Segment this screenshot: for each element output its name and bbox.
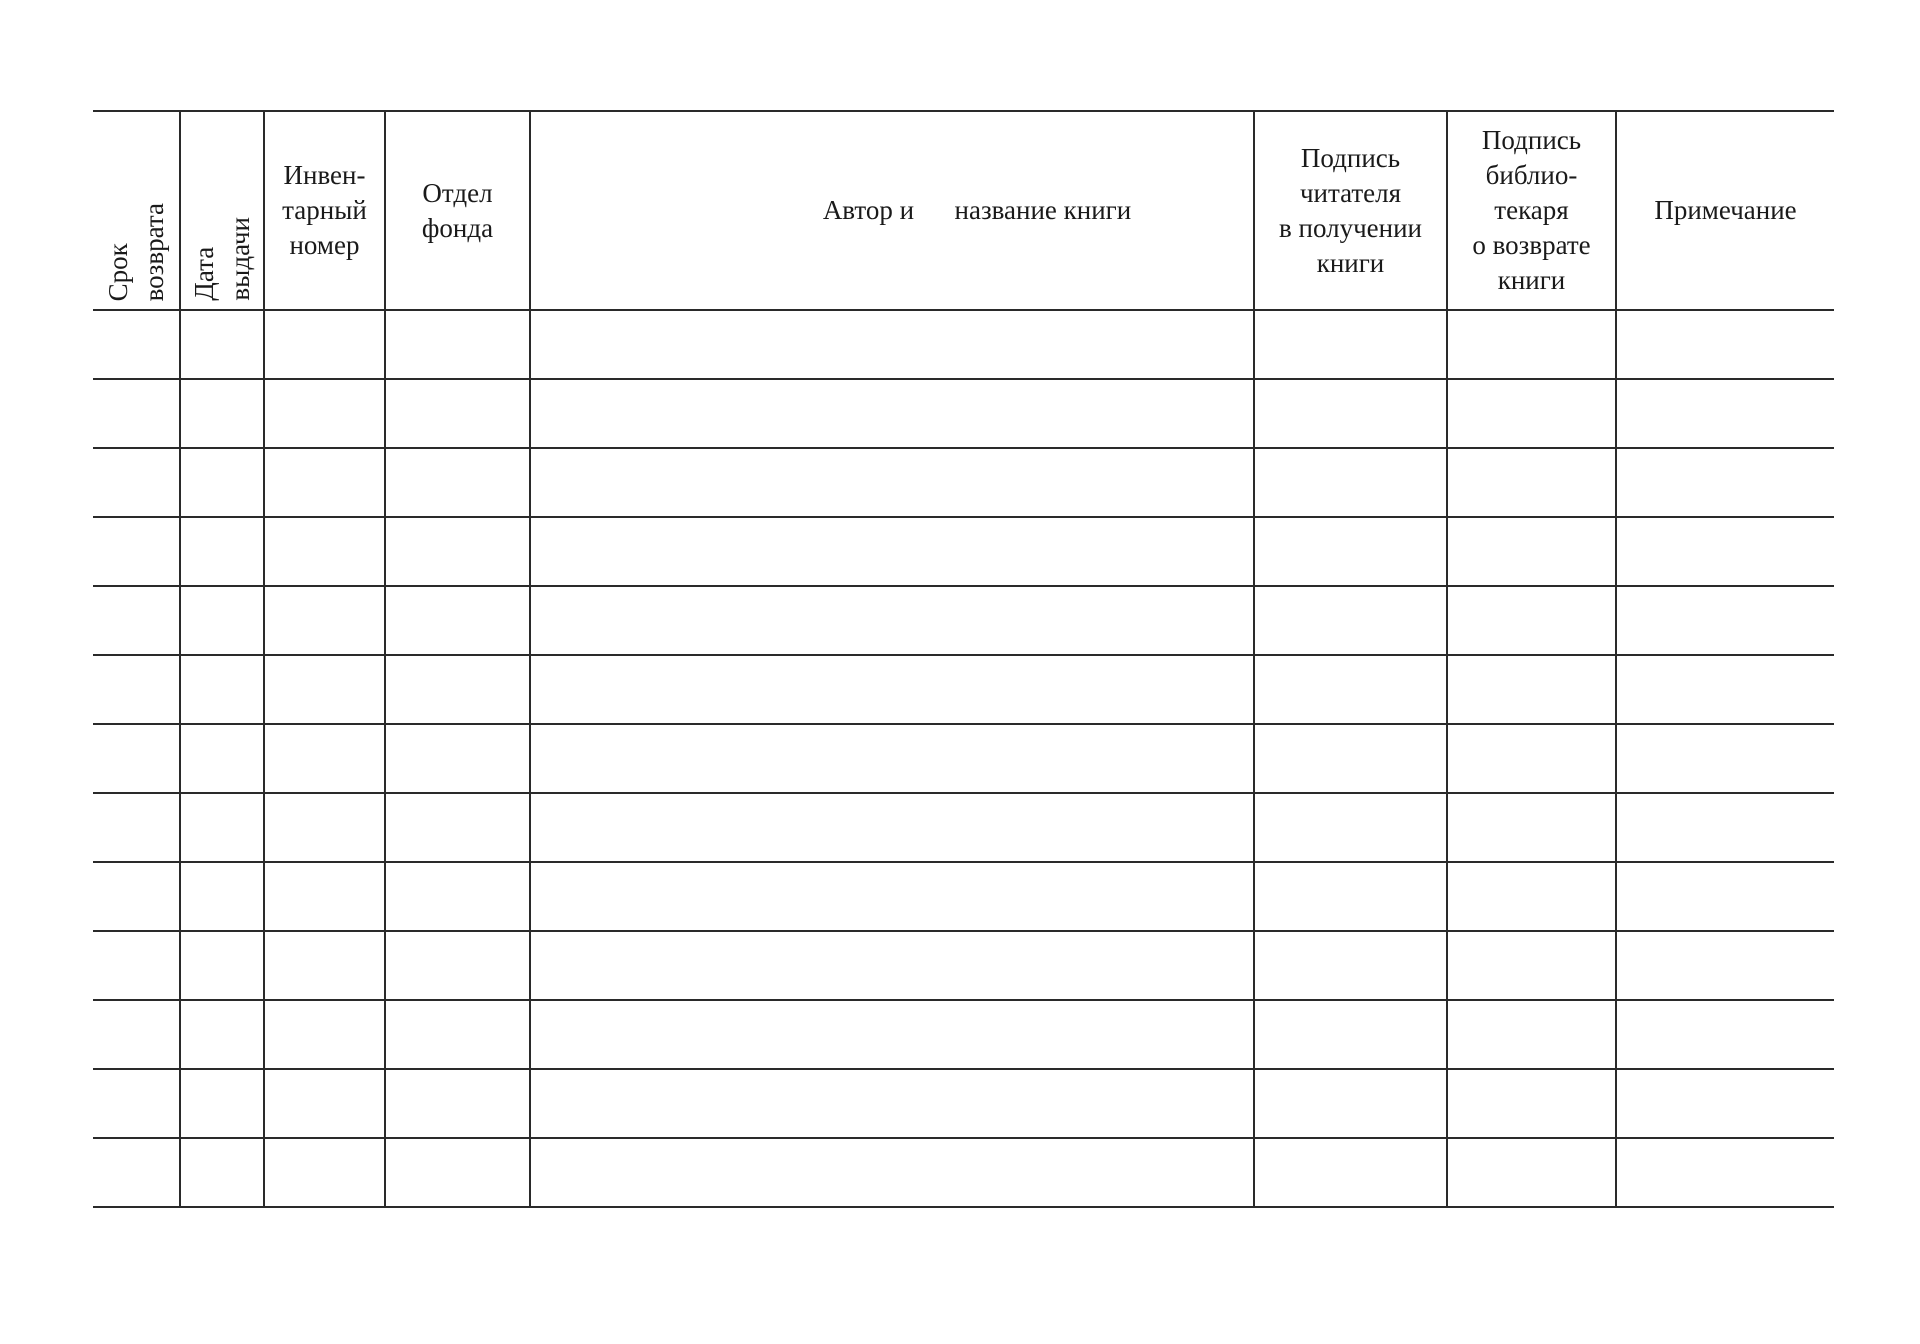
- cell-return-date[interactable]: [93, 517, 180, 586]
- cell-inventory-number[interactable]: [264, 724, 385, 793]
- cell-note[interactable]: [1616, 586, 1834, 655]
- table-row: [93, 586, 1834, 655]
- cell-inventory-number[interactable]: [264, 931, 385, 1000]
- cell-librarian-signature[interactable]: [1447, 310, 1616, 379]
- cell-fund-section[interactable]: [385, 931, 530, 1000]
- cell-issue-date[interactable]: [180, 931, 264, 1000]
- cell-inventory-number[interactable]: [264, 310, 385, 379]
- header-reader-signature-label: Подпись читателя в получении книги: [1279, 142, 1422, 278]
- cell-fund-section[interactable]: [385, 655, 530, 724]
- header-note: [1616, 111, 1834, 310]
- cell-issue-date[interactable]: [180, 724, 264, 793]
- header-librarian-signature-label: Подпись библио- текаря о возврате книги: [1472, 125, 1591, 295]
- cell-fund-section[interactable]: [385, 724, 530, 793]
- cell-reader-signature[interactable]: [1254, 379, 1447, 448]
- table-row: [93, 310, 1834, 379]
- cell-inventory-number[interactable]: [264, 793, 385, 862]
- table-row: [93, 1138, 1834, 1207]
- cell-return-date[interactable]: [93, 793, 180, 862]
- cell-reader-signature[interactable]: [1254, 517, 1447, 586]
- cell-inventory-number[interactable]: [264, 586, 385, 655]
- cell-note[interactable]: [1616, 1069, 1834, 1138]
- cell-return-date[interactable]: [93, 448, 180, 517]
- cell-note[interactable]: [1616, 448, 1834, 517]
- cell-fund-section[interactable]: [385, 1000, 530, 1069]
- table-row: [93, 931, 1834, 1000]
- cell-fund-section[interactable]: [385, 517, 530, 586]
- cell-reader-signature[interactable]: [1254, 655, 1447, 724]
- cell-return-date[interactable]: [93, 724, 180, 793]
- cell-return-date[interactable]: [93, 862, 180, 931]
- cell-note[interactable]: [1616, 310, 1834, 379]
- cell-librarian-signature[interactable]: [1447, 1138, 1616, 1207]
- cell-return-date[interactable]: [93, 310, 180, 379]
- header-inventory-number: [264, 111, 385, 310]
- cell-librarian-signature[interactable]: [1447, 448, 1616, 517]
- cell-author-title[interactable]: [530, 655, 1254, 724]
- cell-reader-signature[interactable]: [1254, 448, 1447, 517]
- cell-reader-signature[interactable]: [1254, 862, 1447, 931]
- cell-fund-section[interactable]: [385, 310, 530, 379]
- cell-author-title[interactable]: [530, 793, 1254, 862]
- cell-author-title[interactable]: [530, 310, 1254, 379]
- cell-issue-date[interactable]: [180, 586, 264, 655]
- cell-issue-date[interactable]: [180, 1000, 264, 1069]
- cell-author-title[interactable]: [530, 448, 1254, 517]
- cell-librarian-signature[interactable]: [1447, 724, 1616, 793]
- table-row: [93, 655, 1834, 724]
- table-row: [93, 379, 1834, 448]
- table-row: [93, 448, 1834, 517]
- cell-inventory-number[interactable]: [264, 1000, 385, 1069]
- cell-issue-date[interactable]: [180, 1069, 264, 1138]
- cell-librarian-signature[interactable]: [1447, 1000, 1616, 1069]
- cell-author-title[interactable]: [530, 724, 1254, 793]
- cell-issue-date[interactable]: [180, 655, 264, 724]
- cell-issue-date[interactable]: [180, 448, 264, 517]
- cell-author-title[interactable]: [530, 1069, 1254, 1138]
- header-return-date-wrap: [93, 112, 179, 309]
- cell-librarian-signature[interactable]: [1447, 862, 1616, 931]
- cell-fund-section[interactable]: [385, 793, 530, 862]
- cell-librarian-signature[interactable]: [1447, 586, 1616, 655]
- cell-note[interactable]: [1616, 1000, 1834, 1069]
- header-author-title-label: Автор и название книги: [822, 195, 1132, 225]
- cell-author-title[interactable]: [530, 517, 1254, 586]
- table-header-row: [93, 111, 1834, 310]
- cell-return-date[interactable]: [93, 1069, 180, 1138]
- cell-inventory-number[interactable]: [264, 448, 385, 517]
- header-librarian-signature: [1447, 111, 1616, 310]
- cell-librarian-signature[interactable]: [1447, 931, 1616, 1000]
- cell-note[interactable]: [1616, 724, 1834, 793]
- cell-reader-signature[interactable]: [1254, 931, 1447, 1000]
- cell-issue-date[interactable]: [180, 310, 264, 379]
- header-issue-date: [180, 111, 264, 310]
- cell-reader-signature[interactable]: [1254, 1138, 1447, 1207]
- cell-author-title[interactable]: [530, 379, 1254, 448]
- header-inventory-number-label: Инвен- тарный номер: [282, 160, 367, 260]
- cell-librarian-signature[interactable]: [1447, 517, 1616, 586]
- cell-librarian-signature[interactable]: [1447, 655, 1616, 724]
- header-fund-section-label: Отдел фонда: [421, 177, 494, 243]
- cell-return-date[interactable]: [93, 1138, 180, 1207]
- cell-note[interactable]: [1616, 1138, 1834, 1207]
- cell-author-title[interactable]: [530, 586, 1254, 655]
- cell-reader-signature[interactable]: [1254, 724, 1447, 793]
- cell-fund-section[interactable]: [385, 586, 530, 655]
- cell-reader-signature[interactable]: [1254, 586, 1447, 655]
- cell-inventory-number[interactable]: [264, 1138, 385, 1207]
- cell-author-title[interactable]: [530, 862, 1254, 931]
- cell-note[interactable]: [1616, 379, 1834, 448]
- cell-return-date[interactable]: [93, 1000, 180, 1069]
- cell-reader-signature[interactable]: [1254, 793, 1447, 862]
- cell-librarian-signature[interactable]: [1447, 1069, 1616, 1138]
- table-row: [93, 793, 1834, 862]
- cell-reader-signature[interactable]: [1254, 1000, 1447, 1069]
- cell-reader-signature[interactable]: [1254, 310, 1447, 379]
- cell-inventory-number[interactable]: [264, 655, 385, 724]
- cell-fund-section[interactable]: [385, 1138, 530, 1207]
- cell-librarian-signature[interactable]: [1447, 379, 1616, 448]
- cell-fund-section[interactable]: [385, 862, 530, 931]
- cell-fund-section[interactable]: [385, 379, 530, 448]
- table-row: [93, 1069, 1834, 1138]
- cell-author-title[interactable]: [530, 931, 1254, 1000]
- table-row: [93, 517, 1834, 586]
- cell-inventory-number[interactable]: [264, 379, 385, 448]
- header-issue-date-label: Дата выдачи: [189, 217, 255, 301]
- cell-inventory-number[interactable]: [264, 1069, 385, 1138]
- table-row: [93, 724, 1834, 793]
- header-return-date-label: Срок возврата: [103, 202, 169, 301]
- cell-note[interactable]: [1616, 517, 1834, 586]
- cell-inventory-number[interactable]: [264, 862, 385, 931]
- table-body: [93, 310, 1834, 1207]
- header-fund-section: [385, 111, 530, 310]
- cell-note[interactable]: [1616, 862, 1834, 931]
- cell-reader-signature[interactable]: [1254, 1069, 1447, 1138]
- cell-author-title[interactable]: [530, 1138, 1254, 1207]
- cell-fund-section[interactable]: [385, 1069, 530, 1138]
- cell-return-date[interactable]: [93, 379, 180, 448]
- header-author-title: [530, 111, 1254, 310]
- cell-issue-date[interactable]: [180, 517, 264, 586]
- header-return-date: [93, 111, 180, 310]
- cell-issue-date[interactable]: [180, 862, 264, 931]
- table-row: [93, 862, 1834, 931]
- cell-inventory-number[interactable]: [264, 517, 385, 586]
- cell-return-date[interactable]: [93, 586, 180, 655]
- cell-note[interactable]: [1616, 655, 1834, 724]
- cell-return-date[interactable]: [93, 655, 180, 724]
- cell-note[interactable]: [1616, 793, 1834, 862]
- cell-issue-date[interactable]: [180, 379, 264, 448]
- cell-issue-date[interactable]: [180, 1138, 264, 1207]
- cell-author-title[interactable]: [530, 1000, 1254, 1069]
- header-issue-date-wrap: [181, 112, 263, 309]
- cell-note[interactable]: [1616, 931, 1834, 1000]
- cell-return-date[interactable]: [93, 931, 180, 1000]
- table-row: [93, 1000, 1834, 1069]
- cell-issue-date[interactable]: [180, 793, 264, 862]
- header-reader-signature: [1254, 111, 1447, 310]
- cell-librarian-signature[interactable]: [1447, 793, 1616, 862]
- cell-fund-section[interactable]: [385, 448, 530, 517]
- header-note-label: Примечание: [1654, 195, 1797, 225]
- loan-record-table: [93, 110, 1834, 1208]
